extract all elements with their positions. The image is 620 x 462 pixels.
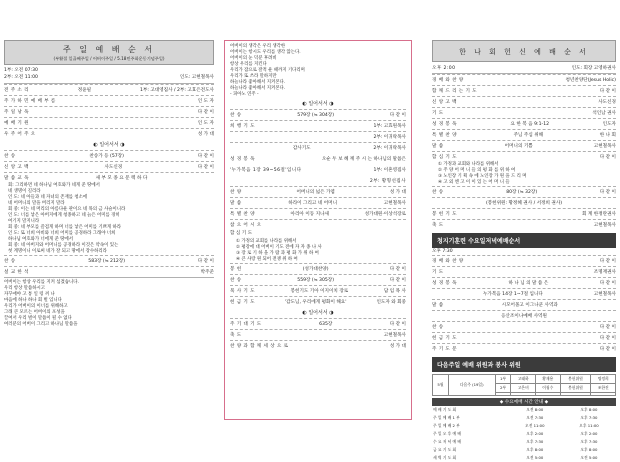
- wednesday-row-cell: 성 경 봉 독: [432, 280, 457, 286]
- wednesday-row-cell: 다 같 이: [599, 258, 616, 264]
- prayer-item: ④ 큰 사랑 원 되어 전쟁 위 하 여: [236, 256, 298, 262]
- response-line: 회 중: 네 부모를 즐겁게 하며 너를 낳은 어미를 기쁘게 하라: [8, 225, 121, 231]
- hannah-order-list-2: [432, 186, 616, 230]
- hannah-row-cell: 함 께 드 리 는 기 도: [432, 89, 478, 94]
- sermon-row-cell: 박주준: [200, 270, 214, 276]
- hannah-row-cell: 어머니의 기쁨: [504, 144, 533, 149]
- prayer-line: 어버이는 항상 우리를 지켜 섬겼습니다.: [4, 280, 79, 286]
- sunday-service-title: 주 일 예 배 순 서: [62, 45, 156, 54]
- order-row-cell: 아리아 이동 지나새: [290, 212, 329, 217]
- order-row-cell: 다 같 이: [197, 110, 214, 116]
- order-row-cell: 헌 금 기 도: [230, 299, 255, 305]
- hannah-row-cell: 다 같 이: [599, 155, 616, 160]
- order-row: [230, 219, 406, 230]
- order-row-cell: 말 씀 교 독: [4, 176, 29, 182]
- poem-line: 우리가 또 쓰라 말하지만: [230, 74, 277, 79]
- hannah-row-cell: 신 앙 고 백: [432, 100, 457, 105]
- poem-line: 우리가 잠으로 잘적 운 때까지 기다리며: [230, 68, 305, 73]
- reading-passage: '누가복음 1장 39~56절'입니다: [230, 167, 302, 173]
- order-row-cell: 예 배 기 원: [4, 121, 29, 127]
- order-row-cell: (성가대찬양): [302, 266, 329, 272]
- order-row-cell: 정윤필: [77, 88, 92, 94]
- response-line: 회: 그리하면 네 하나님 여호와가 네게 준 땅에서: [8, 183, 100, 189]
- wednesday-row: [432, 288, 616, 299]
- rise-marker: ◐ 일어서서 ◑: [93, 142, 125, 149]
- time-second-service: 2부: 오전 11:00: [4, 74, 38, 80]
- hannah-prayer: ③ 노인장 기 획 속 에 노인장 가 원 을 드 리 며: [438, 174, 527, 179]
- hymn-row: [4, 255, 214, 266]
- order-row-cell: 찬 양: [230, 190, 242, 195]
- order-row-cell: 1부: 고대영집사 / 2부: 고효은전도사: [139, 88, 214, 94]
- hymn-row-cell: 찬 송: [230, 113, 242, 118]
- time-cell: 오전 7:30: [526, 414, 544, 420]
- hannah-row: [432, 208, 616, 219]
- response-line: 첫 계명이니 이로써 네가 잘 되고 땅에서 장수하리라: [8, 249, 107, 255]
- hannah-row-cell: 특 별 찬 양: [432, 133, 457, 138]
- hannah-row-cell: 청년찬양단(Jesus Holic): [565, 78, 616, 83]
- order-row-cell: 다 같 이: [389, 321, 406, 327]
- hannah-row: [432, 107, 616, 118]
- order-row-cell: 봉헌기도 기아 이지이치 장로: [290, 288, 349, 294]
- order-row-cell: 봉 헌: [230, 266, 242, 272]
- time-header: ◆ 수요예배 시간 안내 ◆: [432, 398, 616, 406]
- poem-line: 하늘나라 좋아해서 지켜본다.: [230, 80, 286, 85]
- order-row: [4, 172, 214, 183]
- hannah-row-cell: 말 씀: [432, 144, 444, 149]
- hannah-row-cell: 다 같 이: [599, 89, 616, 94]
- prayer-line: 우리 항상 말씀하시고: [4, 286, 45, 292]
- response-line: 인 도: 너를 낳은 아버지에게 청종하고 네 늙은 어미를 경히: [8, 213, 120, 219]
- parents-prayer: [4, 278, 214, 328]
- prayer-heading: 합 심 기 도: [230, 231, 253, 236]
- time-cell: 오후 2:00: [580, 430, 598, 436]
- order-row-cell: 인 도 자: [197, 121, 214, 127]
- duty-cell: [511, 392, 536, 395]
- hymn-row: [230, 109, 406, 120]
- order-row-cell: 어버니의 넓은 가엽: [296, 190, 335, 195]
- wednesday-row: [432, 343, 616, 354]
- prayer-line: 여러분의 어버이 그리고 하나님 말씀을: [4, 322, 78, 328]
- hymn-row-cell: 다 같 이: [197, 259, 214, 265]
- order-row: [230, 296, 406, 307]
- wednesday-row: [432, 299, 616, 310]
- time-cell: 예 배 기 도 회: [433, 406, 457, 412]
- hymn-row-cell: 찬 송: [4, 259, 16, 265]
- time-cell: 오후 8:00: [526, 446, 544, 452]
- duty-cell: 명정희: [591, 374, 616, 383]
- worship-time-table: [432, 406, 616, 462]
- wednesday-row: [432, 321, 616, 332]
- hannah-leader: 인도: 회장 고영하권사: [571, 65, 616, 71]
- order-row: [230, 318, 406, 329]
- order-row-cell: 2부: 이귀락목사: [373, 135, 406, 140]
- wednesday-row-cell: 말 씀: [432, 302, 444, 308]
- time-cell: 오전 5:00: [526, 454, 544, 460]
- hannah-prayer-list: [432, 162, 616, 186]
- hannah-service-title: 한 나 회 헌 신 예 배 순 서: [459, 48, 589, 56]
- order-row-cell: 하라이 그리고 네 어머니: [288, 201, 338, 206]
- rise-marker: ◐ 일어서서 ◑: [302, 101, 334, 107]
- duty-table: [432, 374, 616, 396]
- order-row: [4, 150, 214, 161]
- hymn-row-cell: 583장 (≒ 212장): [88, 259, 126, 265]
- poem-line: 항상 우리를 지킨다: [230, 62, 267, 67]
- order-row: [4, 106, 214, 117]
- order-row-cell: 찬송가 등 (57장): [89, 154, 124, 160]
- time-cell: 금 요 기 도 회: [433, 446, 457, 452]
- wednesday-row-cell: 응산조이나예배 사역원: [501, 313, 547, 319]
- order-row-cell: 인도자 와 회중: [376, 299, 406, 305]
- order-list-2: [230, 186, 406, 230]
- order-row-cell: 찬 송: [230, 277, 242, 283]
- time-cell: 주 일 예 배 1 부: [433, 414, 460, 420]
- prayer-line: 마음에 하나 하나 회 벌 입니다: [4, 298, 62, 304]
- order-row: [230, 120, 406, 131]
- duty-cell: 봉헌위원: [560, 383, 591, 392]
- prayer-list: [230, 239, 406, 263]
- hannah-row: [432, 74, 616, 85]
- prayer-item: ① 가정의 교회를 나라를 위해서: [236, 238, 297, 244]
- hymn-row: [4, 255, 214, 266]
- order-row: [4, 128, 214, 139]
- wednesday-row: [432, 332, 616, 343]
- order-row-cell: 고현철목사: [383, 201, 406, 206]
- duty-cell: [560, 392, 591, 395]
- wednesday-row-cell: 하 나 님 의 말 씀 은: [508, 280, 549, 286]
- time-row: [432, 406, 616, 414]
- reading-row-2: [230, 164, 406, 175]
- prayer-line: 끌여서 우리 벌이 말씀이 될 수 없다: [4, 316, 72, 322]
- reading-label: 성 경 봉 독: [230, 156, 255, 162]
- order-row-cell: 다 같 이: [389, 266, 406, 272]
- duty-cell: 1부: [495, 374, 511, 383]
- order-row: [4, 84, 214, 95]
- order-row-cell: 주 기 대 기 도: [230, 321, 262, 327]
- duty-cell: 황재용: [536, 374, 561, 383]
- hannah-service-column: [432, 40, 616, 460]
- wednesday-row-cell: 주 기 도 문: [432, 346, 457, 352]
- response-line: 하나님 여호와가 너에게 준 땅에서: [8, 237, 73, 243]
- hannah-row-cell: 회 계 한정란권사: [582, 212, 616, 217]
- hannah-row-cell: 축 도: [432, 223, 444, 228]
- time-first-service: 1부: 오전 07:30: [4, 68, 38, 73]
- hannah-row-cell: 다 같 이: [599, 190, 616, 195]
- wednesday-time: 오후 7:30: [432, 249, 453, 254]
- duty-cell: 이청수: [536, 383, 561, 392]
- hannah-row-cell: 기 도: [432, 111, 444, 116]
- time-row: [432, 454, 616, 462]
- sunday-service-continued-column: [224, 40, 412, 420]
- sunday-service-column: [4, 40, 214, 420]
- order-list: [230, 120, 406, 153]
- hannah-row-cell: 석인남 권사: [592, 111, 616, 116]
- poem-line: - 피아노 연주 -: [230, 92, 259, 97]
- hannah-row-cell: (봉헌위원: 황정혜 권사 / 서정희 권사): [485, 201, 563, 206]
- time-row: [432, 414, 616, 422]
- reading-row: [230, 153, 406, 164]
- reading-intro: 오순 두 보 혜 께 주 시 는 하나님의 말씀은: [321, 156, 406, 162]
- hannah-row-cell: 찬 송: [432, 190, 444, 195]
- order-row: [4, 161, 214, 172]
- hannah-service-header: [432, 40, 616, 62]
- wednesday-row-cell: 다 같 이: [599, 280, 616, 286]
- hannah-prayer: ① 가정과 교회와 나라를 위해서: [438, 162, 499, 167]
- order-row-cell: 참 으 어 시 오: [230, 223, 262, 228]
- time-cell: 오후 2:00: [526, 430, 544, 436]
- time-row: [432, 430, 616, 438]
- poem-line: 어버이의 생각은 우리 생각한: [230, 44, 286, 49]
- hymn-row-cell: 579장 (≒ 304장): [297, 113, 335, 118]
- order-row-cell: 말 씀: [230, 201, 242, 206]
- hannah-row-cell: 요 한 복 음 9:1-12: [510, 122, 550, 127]
- sermon-row: [4, 266, 214, 277]
- hannah-row-cell: 경 배 와 찬 양: [432, 78, 464, 83]
- order-list-2: [4, 150, 214, 183]
- response-line: 네 어머니의 말을 버리지 말라: [8, 201, 65, 207]
- duty-cell: 봉헌위원: [560, 374, 591, 383]
- poem-line: 어버이의 눈 덕분 후려비: [230, 56, 277, 61]
- order-row-cell: 성 가 대: [389, 190, 406, 195]
- wednesday-row: [432, 310, 616, 321]
- hannah-row: [432, 85, 616, 96]
- prayer-line: 그래 큰 모르는 어버이의 포성을: [4, 310, 65, 316]
- duty-row: [433, 374, 616, 383]
- hannah-row-cell: 한 나 회: [599, 133, 616, 138]
- wednesday-header: 청지기훈련 수요일저녁예배순서: [432, 233, 616, 248]
- wednesday-row: [432, 277, 616, 288]
- hymn-row: [230, 109, 406, 120]
- hannah-order-list: [432, 74, 616, 162]
- order-row: [230, 131, 406, 142]
- wednesday-row-cell: 다 같 이: [599, 335, 616, 341]
- wednesday-row-cell: 다 같 이: [599, 324, 616, 330]
- responsive-reading: [4, 183, 214, 255]
- reading-reader-2: 2부: 황형선집사: [369, 178, 406, 184]
- time-cell: 오후 7:30: [580, 414, 598, 420]
- time-cell: 오전 5:00: [580, 454, 598, 460]
- time-cell: 오후 7:30: [580, 438, 598, 444]
- wednesday-row-cell: 찬 송: [432, 324, 444, 330]
- response-line: 인 도: 네 아들과 네 자녀의 존재를 청소에: [8, 195, 88, 201]
- hannah-row-cell: 고현철목사: [593, 144, 616, 149]
- time-cell: 주 일 예 배 2 부: [433, 422, 460, 428]
- time-row: [432, 446, 616, 454]
- time-row: [432, 438, 616, 446]
- time-cell: 오후 7:30: [526, 438, 544, 444]
- duty-week: 다음주 (19일): [448, 374, 495, 395]
- order-row-cell: 특 별 찬 양: [230, 212, 255, 217]
- wednesday-order-list: [432, 255, 616, 354]
- order-row-cell: 찬 양 과 함 께 세 상 으 로: [230, 343, 289, 349]
- order-row-cell: 주 가 하 민 예 배 부 름: [4, 99, 56, 105]
- prayer-line: 우리가 어버이의 이너를 위해하고: [4, 304, 68, 310]
- wednesday-row-cell: 기 도: [432, 269, 444, 275]
- duty-month: 5월: [433, 374, 449, 395]
- order-row-cell: 2부: 이귀락목사: [373, 146, 406, 151]
- poem-line: 어버이는 항시도 우리를 생각 않는다.: [230, 50, 301, 55]
- order-list-4: [230, 318, 406, 351]
- poem-line: 하늘나라 좋아해서 지켜본다.: [230, 86, 286, 91]
- response-line: 회 중: 이는 네 머리의 아름다운 관이요 네 목의 금 사슬이니라: [8, 207, 126, 213]
- wednesday-row-cell: 다 같 이: [599, 346, 616, 352]
- duty-cell: [536, 392, 561, 395]
- hannah-row-cell: 고현철목사: [593, 223, 616, 228]
- order-list-3: [230, 263, 406, 307]
- wednesday-row-cell: 경 배 와 찬 양: [432, 258, 464, 264]
- wednesday-row-cell: 시모어몰고 이그나쿤 사역과: [501, 302, 558, 308]
- order-row-cell: 전 주 소 리: [4, 88, 29, 94]
- order-row-cell: 성 가 대: [389, 343, 406, 349]
- rise-marker-2: ◐ 일어서서 ◑: [302, 309, 334, 316]
- hannah-row-cell: 합 심 기 도: [432, 155, 457, 160]
- response-line: 여기지 말지니라: [8, 219, 40, 225]
- hannah-row: [432, 151, 616, 162]
- hannah-row: [432, 96, 616, 107]
- sunday-service-header: [4, 40, 214, 65]
- wednesday-row: [432, 266, 616, 277]
- order-row-cell: '감도님, 우리에게 평화이 해요': [284, 299, 347, 305]
- hannah-row-cell: 성 경 봉 독: [432, 122, 457, 127]
- hannah-row: [432, 186, 616, 197]
- order-row-cell: 담 임 목 사: [383, 288, 406, 294]
- duty-cell: 조한진: [591, 383, 616, 392]
- hannah-prayer: ② 주 양 어 머 니 들 의 평 화 를 위 하 여: [438, 168, 516, 173]
- reading-reader-1: 1부: 이흔영집사: [373, 167, 406, 173]
- response-line: 네 생명이 길리라: [8, 189, 41, 195]
- service-leader: 인도: 고현철목사: [179, 74, 214, 80]
- order-row-cell: 559장 (≒ 305장): [297, 277, 335, 283]
- time-cell: 오전 11:00: [525, 422, 545, 428]
- sermon-row: [4, 266, 214, 277]
- order-row: [230, 329, 406, 340]
- hannah-row-cell: 봉 헌 기 도: [432, 212, 457, 217]
- prayer-line: 자꾸애야 고 통 일 렁 꺼 나: [4, 292, 55, 298]
- hymn-row-cell: 다 같 이: [389, 113, 406, 118]
- hannah-row-cell: 사도신경: [598, 100, 616, 105]
- order-row-cell: 감사기도: [292, 146, 311, 151]
- prayer-item: ③ 장 로 기 하 을 가 람 과 평 화 가 위 하 여: [236, 250, 319, 256]
- order-row: [4, 95, 214, 106]
- time-cell: 오후 8:00: [580, 406, 598, 412]
- wednesday-row: [432, 255, 616, 266]
- order-row-cell: 사도신경: [104, 165, 123, 171]
- duty-cell: 고태하: [511, 374, 536, 383]
- time-cell: 오후 8:00: [580, 446, 598, 452]
- order-row-cell: 다 같 이: [389, 277, 406, 283]
- hannah-row: [432, 219, 616, 230]
- parents-poem: [230, 44, 406, 98]
- order-row-cell: 축 도: [230, 332, 242, 338]
- response-line: 인 도: 또 너희 아비와 너희 어미를 공경하라 그래야 너희: [8, 231, 116, 237]
- response-line: 회 중: 네 아버지와 어머니를 공경하라 이것은 약속이 있는: [8, 243, 119, 249]
- order-row-cell: 새 부 모 종 요 문 렉 하 다: [95, 176, 148, 182]
- wednesday-row-cell: 누가복음 14장 1~7절 입니다: [482, 291, 543, 297]
- order-row-cell: 고현철목사: [383, 332, 406, 338]
- order-row-cell: 1부: 고효원목사: [373, 124, 406, 129]
- order-row-cell: 다 같 이: [197, 165, 214, 171]
- prayer-item: ② 평강에 대 어버이 기도 전에 자 자 종 나 사: [236, 244, 322, 250]
- duty-cell: [591, 392, 616, 395]
- duty-header: 다음주일 예배 위원과 봉사 위원: [432, 357, 616, 372]
- order-row-cell: 신 앙 고 백: [4, 165, 29, 171]
- hannah-row: [432, 118, 616, 129]
- order-row-cell: 주 일 낭 독: [4, 110, 29, 116]
- time-cell: 오전 8:00: [526, 406, 544, 412]
- order-row: [230, 274, 406, 285]
- hannah-row-cell: 80장 (≒ 32장): [506, 190, 538, 195]
- hannah-row-cell: 인도자: [602, 122, 616, 127]
- time-cell: 수 요 저 녁 예 배: [433, 438, 462, 444]
- time-cell: 새 벽 기 도 회: [433, 454, 457, 460]
- hannah-row: [432, 197, 616, 208]
- order-row-cell: 다 같 이: [197, 154, 214, 160]
- hannah-row: [432, 140, 616, 151]
- time-cell: 오후 11:00: [579, 422, 599, 428]
- order-row: [230, 208, 406, 219]
- order-row: [230, 340, 406, 351]
- wednesday-row-cell: 고현철목사: [593, 291, 616, 297]
- wednesday-row-cell: 조명재권사: [593, 269, 616, 275]
- order-row-cell: 성가대원·이상석장로: [364, 212, 406, 217]
- order-row-cell: 인 도 자: [197, 99, 214, 105]
- hannah-prayer: ④ 고 외 엔 고 이 이 있 는 어 머 니 들: [438, 180, 510, 185]
- reading-row-3: [230, 175, 406, 186]
- time-cell: 주 일 오 후 예 배: [433, 430, 462, 436]
- time-row: [432, 422, 616, 430]
- order-row: [230, 197, 406, 208]
- order-row-cell: 묵 사 기 도: [230, 288, 255, 294]
- wednesday-row-cell: 헌 금 기 도: [432, 335, 457, 341]
- hannah-row-cell: 주님 주심 위해: [513, 133, 544, 138]
- order-row: [230, 142, 406, 153]
- order-row: [230, 263, 406, 274]
- order-row-cell: 찬 송: [4, 154, 16, 160]
- order-row: [230, 186, 406, 197]
- order-row-cell: 우 주 어 주 오: [4, 132, 36, 138]
- sunday-service-subtitle: (부활절 일곱째주일 / 어버이주일 / 5.18민주화운동기념주일): [53, 56, 165, 61]
- order-row: [4, 117, 214, 128]
- order-row-cell: 성 가 대: [197, 132, 214, 138]
- order-row: [230, 285, 406, 296]
- duty-cell: 2부: [495, 383, 511, 392]
- duty-cell: [495, 392, 511, 395]
- duty-cell: 고은비: [511, 383, 536, 392]
- sermon-row-cell: 설 교 한 석: [4, 270, 29, 276]
- order-row-cell: 희 행 기 도: [230, 124, 255, 129]
- hannah-time: 오후 2:00: [432, 65, 456, 71]
- order-list: [4, 84, 214, 139]
- order-row-cell: 635장: [319, 321, 333, 327]
- hannah-time-row: [432, 62, 616, 73]
- hannah-row: [432, 129, 616, 140]
